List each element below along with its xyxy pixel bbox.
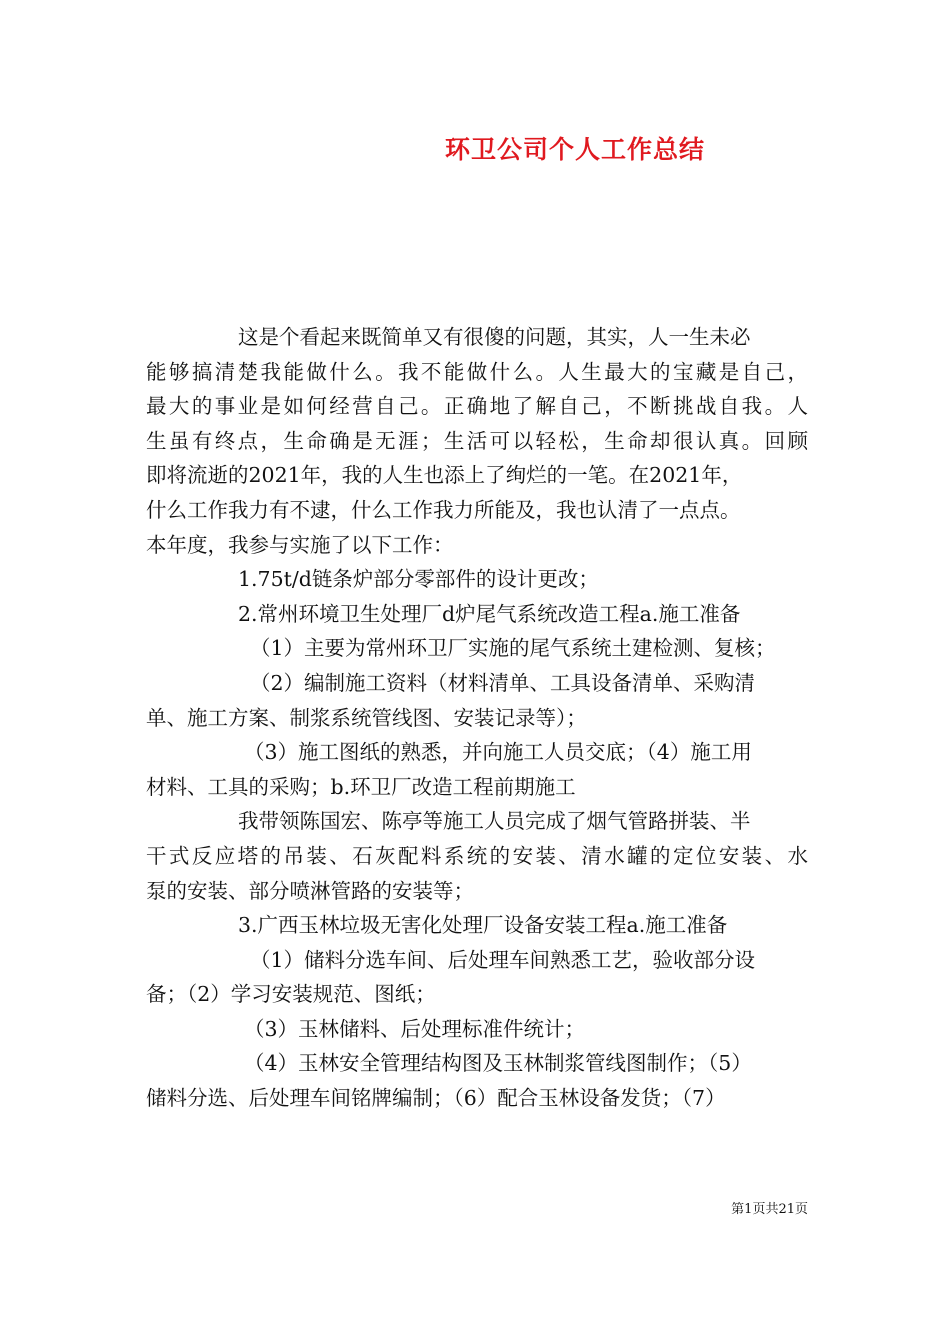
body-line: 泵的安装、部分喷淋管路的安装等； [146, 878, 474, 903]
body-line: 本年度，我参与实施了以下工作： [146, 532, 454, 557]
body-line: 能够搞清楚我能做什么。我不能做什么。人生最大的宝藏是自己， [146, 359, 808, 384]
body-line: 干式反应塔的吊装、石灰配料系统的安装、清水罐的定位安装、水 [146, 843, 808, 868]
body-line: （3）施工图纸的熟悉，并向施工人员交底；（4）施工用 [244, 740, 752, 765]
document-title: 环卫公司个人工作总结 [444, 135, 705, 164]
body-line: 储料分选、后处理车间铭牌编制；（6）配合玉林设备发货；（7） [146, 1086, 726, 1111]
body-line: 即将流逝的2021年，我的人生也添上了绚烂的一笔。在2021年， [146, 463, 743, 488]
body-line: 3.广西玉林垃圾无害化处理厂设备安装工程a.施工准备 [238, 913, 728, 938]
body-line: 备；（2）学习安装规范、图纸； [146, 982, 436, 1007]
body-line: 材料、工具的采购；b.环卫厂改造工程前期施工 [146, 774, 576, 799]
body-line: 这是个看起来既简单又有很傻的问题，其实，人一生未必 [238, 325, 751, 349]
body-line: 2.常州环境卫生处理厂d炉尾气系统改造工程a.施工准备 [238, 601, 741, 626]
body-line: （4）玉林安全管理结构图及玉林制浆管线图制作；（5） [244, 1051, 752, 1076]
body-line: （1）储料分选车间、后处理车间熟悉工艺，验收部分设 [250, 947, 756, 972]
body-line: 生虽有终点，生命确是无涯；生活可以轻松，生命却很认真。回顾 [146, 428, 808, 453]
body-line: 1.75t/d链条炉部分零部件的设计更改； [238, 567, 599, 592]
body-line: 我带领陈国宏、陈亭等施工人员完成了烟气管路拼装、半 [238, 809, 751, 834]
page-number: 第1页共21页 [731, 1202, 808, 1217]
body-line: 单、施工方案、制浆系统管线图、安装记录等）； [146, 705, 587, 730]
body-line: （3）玉林储料、后处理标准件统计； [244, 1016, 586, 1041]
document-body [146, 320, 808, 1116]
body-line: （2）编制施工资料（材料清单、工具设备清单、采购清 [250, 670, 756, 695]
body-line: 什么工作我力有不逮，什么工作我力所能及，我也认清了一点点。 [146, 497, 741, 522]
body-line: （1）主要为常州环卫厂实施的尾气系统土建检测、复核； [250, 636, 776, 661]
body-line: 最大的事业是如何经营自己。正确地了解自己，不断挑战自我。人 [146, 394, 808, 419]
